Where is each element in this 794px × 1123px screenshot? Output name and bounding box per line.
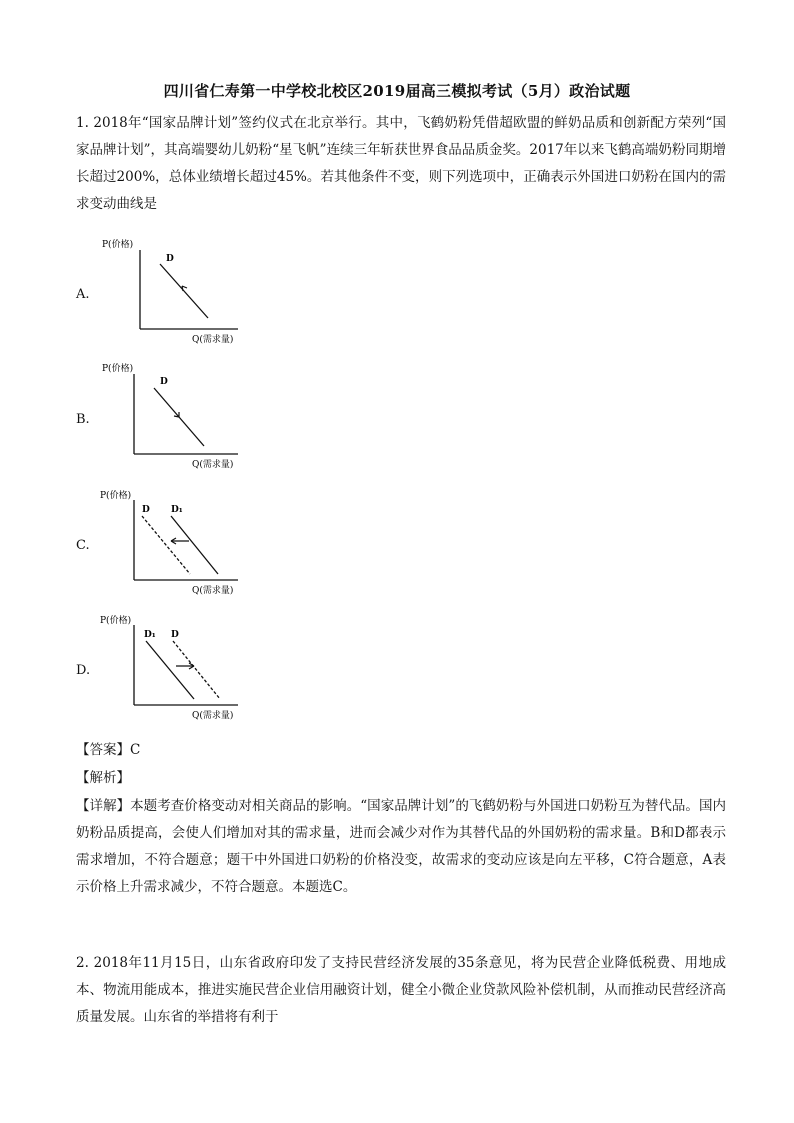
x-axis-label: Q(需求量) [192,335,234,345]
curve-d-label: D [142,505,150,515]
x-axis-label: Q(需求量) [192,586,234,596]
y-axis-label: P(价格) [102,364,134,374]
option-a-graph [96,238,256,348]
demand-curve-d-dashed [142,516,190,574]
curve-d-label: D [166,254,174,264]
demand-curve-d1 [146,641,194,699]
answer-line: 【答案】C [76,742,141,758]
y-axis-label: P(价格) [100,491,132,501]
option-b-label: B. [76,412,90,427]
page-title: 四川省仁寿第一中学校北校区2019届高三模拟考试（5月）政治试题 [163,82,631,100]
curve-d1-label: D₁ [171,505,183,515]
question-1-text: 1. 2018年“国家品牌计划”签约仪式在北京举行。其中，飞鹤奶粉凭借超欧盟的鲜奶品质和创新配方荣列“国家品牌计划”，其高端婴幼儿奶粉“星飞帆”连续三年斩获世界食品品质金奖。2017年以来飞鹤高端奶粉同期增长超过200%，总体业绩增长超过45%。若其他条件不变，则下列选项中，正确表示外国进口奶粉在国内的需求变动曲线是 [76,115,726,212]
y-axis-label: P(价格) [102,240,134,250]
detail-explanation: 【详解】本题考查价格变动对相关商品的影响。“国家品牌计划”的飞鹤奶粉与外国进口奶粉互为替代品。国内奶粉品质提高，会使人们增加对其的需求量，进而会减少对作为其替代品的外国奶粉的需求量。B和D都表示需求增加，不符合题意；题干中外国进口奶粉的价格没变，故需求的变动应该是向左平移，C符合题意，A表示价格上升需求减少，不符合题意。本题选C。 [76,798,726,895]
option-d-label: D. [76,663,91,678]
demand-curve-d [160,264,208,318]
demand-curve-d1 [171,516,218,574]
y-axis-label: P(价格) [100,616,132,626]
option-b-graph [96,362,256,472]
curve-d-label: D [171,630,179,640]
option-d-graph [96,613,256,723]
demand-curve-d-dashed [173,641,220,699]
option-a-label: A. [76,287,90,302]
analysis-heading: 【解析】 [76,770,130,786]
x-axis-label: Q(需求量) [192,460,234,470]
x-axis-label: Q(需求量) [192,711,234,721]
option-c-graph [96,488,256,598]
arrow-up-icon [182,286,187,291]
option-c-label: C. [76,538,90,553]
question-2-text: 2. 2018年11月15日，山东省政府印发了支持民营经济发展的35条意见，将为民营企业降低税费、用地成本、物流用能成本，推进实施民营企业信用融资计划，健全小微企业贷款风险补偿机制，从而推动民营经济高质量发展。山东省的举措将有利于 [76,955,726,1025]
curve-d1-label: D₁ [144,630,156,640]
curve-d-label: D [160,377,168,387]
